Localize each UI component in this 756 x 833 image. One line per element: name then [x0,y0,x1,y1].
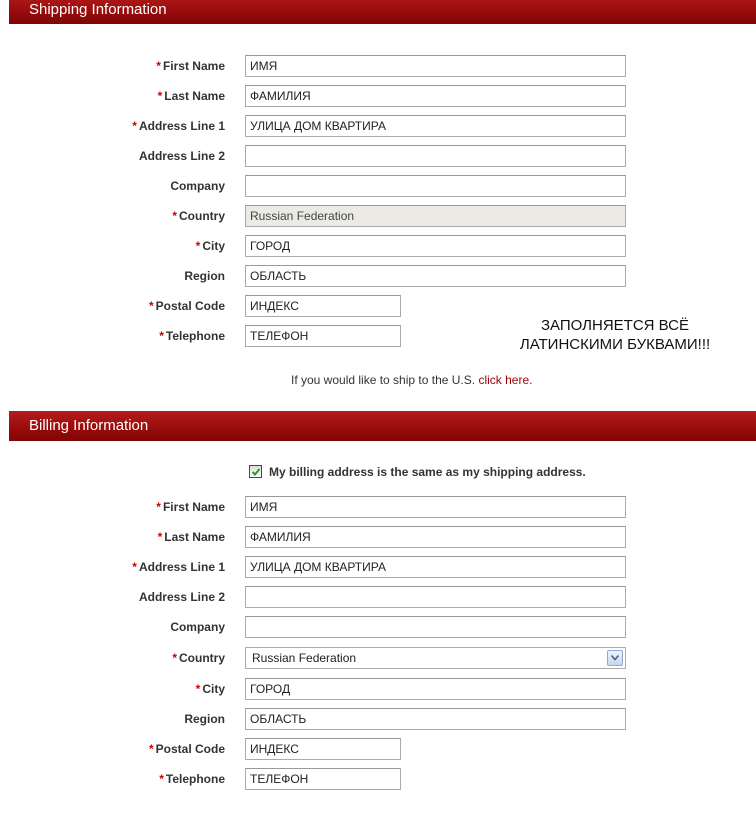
us-shipping-link[interactable]: click here [478,373,530,387]
billing-first-name-input[interactable] [245,496,626,518]
shipping-region-row [0,265,756,287]
required-mark: * [157,89,163,103]
billing-country-select[interactable] [245,647,626,669]
billing-company-label: Company [170,620,225,634]
billing-phone-row [0,768,756,790]
us-shipping-note [291,373,532,387]
shipping-last-name-input[interactable] [245,85,626,107]
required-mark: * [195,239,201,253]
billing-region-label: Region [184,712,225,726]
shipping-last-name-row [0,85,756,107]
required-mark: * [156,500,161,514]
billing-last-name-label: Last Name [164,530,225,544]
shipping-city-label: City [202,239,225,253]
same-address-label[interactable]: My billing address is the same as my shipping address. [269,465,586,479]
shipping-title: Shipping Information [29,1,167,18]
billing-postal-label: Postal Code [155,742,225,756]
latin-letters-note [505,316,725,354]
billing-postal-row [0,738,756,760]
billing-address1-label: Address Line 1 [138,560,225,574]
note-line-2: ЛАТИНСКИМИ БУКВАМИ!!! [519,336,711,353]
billing-company-row [0,616,756,638]
shipping-address1-row [0,115,756,137]
dropdown-arrow[interactable] [607,650,623,666]
billing-postal-input[interactable] [245,738,401,760]
required-mark: * [159,772,164,786]
billing-address2-row [0,586,756,608]
shipping-company-label: Company [170,179,225,193]
required-mark: * [132,560,137,574]
required-mark: * [159,329,164,343]
billing-address1-input[interactable] [245,556,626,578]
chevron-down-icon [611,655,619,661]
billing-first-name-label: First Name [162,500,225,514]
shipping-country-input [245,205,626,227]
required-mark: * [172,651,177,665]
billing-country-value: Russian Federation [252,651,357,665]
billing-section-header [9,411,756,441]
billing-first-name-row [0,496,756,518]
shipping-first-name-row [0,55,756,77]
billing-region-row [0,708,756,730]
shipping-address2-label: Address Line 2 [138,149,225,163]
billing-region-input[interactable] [245,708,626,730]
us-shipping-period: . [529,373,533,387]
shipping-company-row [0,175,756,197]
required-mark: * [148,742,154,756]
shipping-city-row [0,235,756,257]
billing-address2-label: Address Line 2 [138,590,225,604]
required-mark: * [195,682,201,696]
shipping-last-name-label: Last Name [164,89,225,103]
checkmark-icon [251,467,261,477]
required-mark: * [148,299,154,313]
shipping-address1-input[interactable] [245,115,626,137]
shipping-phone-input[interactable] [245,325,401,347]
billing-address1-row [0,556,756,578]
note-line-1: ЗАПОЛНЯЕТСЯ ВСЁ [540,317,690,334]
shipping-company-input[interactable] [245,175,626,197]
required-mark: * [132,119,137,133]
shipping-address1-label: Address Line 1 [138,119,225,133]
shipping-section-header [9,0,756,24]
billing-phone-input[interactable] [245,768,401,790]
billing-city-row [0,678,756,700]
shipping-phone-label: Telephone [165,329,225,343]
billing-address2-input[interactable] [245,586,626,608]
shipping-country-row [0,205,756,227]
billing-city-label: City [202,682,225,696]
shipping-first-name-input[interactable] [245,55,626,77]
shipping-region-input[interactable] [245,265,626,287]
billing-last-name-row [0,526,756,548]
billing-country-row [0,647,756,669]
required-mark: * [157,530,163,544]
us-shipping-text: If you would like to ship to the U.S. [291,373,479,387]
shipping-postal-row [0,295,756,317]
billing-phone-label: Telephone [165,772,225,786]
billing-city-input[interactable] [245,678,626,700]
required-mark: * [172,209,177,223]
shipping-region-label: Region [184,269,225,283]
shipping-first-name-label: First Name [162,59,225,73]
shipping-postal-input[interactable] [245,295,401,317]
shipping-city-input[interactable] [245,235,626,257]
required-mark: * [156,59,161,73]
shipping-postal-label: Postal Code [155,299,225,313]
billing-last-name-input[interactable] [245,526,626,548]
shipping-country-label: Country [179,209,225,223]
shipping-address2-row [0,145,756,167]
same-address-checkbox[interactable] [249,465,262,478]
shipping-address2-input[interactable] [245,145,626,167]
billing-title: Billing Information [29,417,149,434]
billing-country-label: Country [179,651,225,665]
billing-company-input[interactable] [245,616,626,638]
